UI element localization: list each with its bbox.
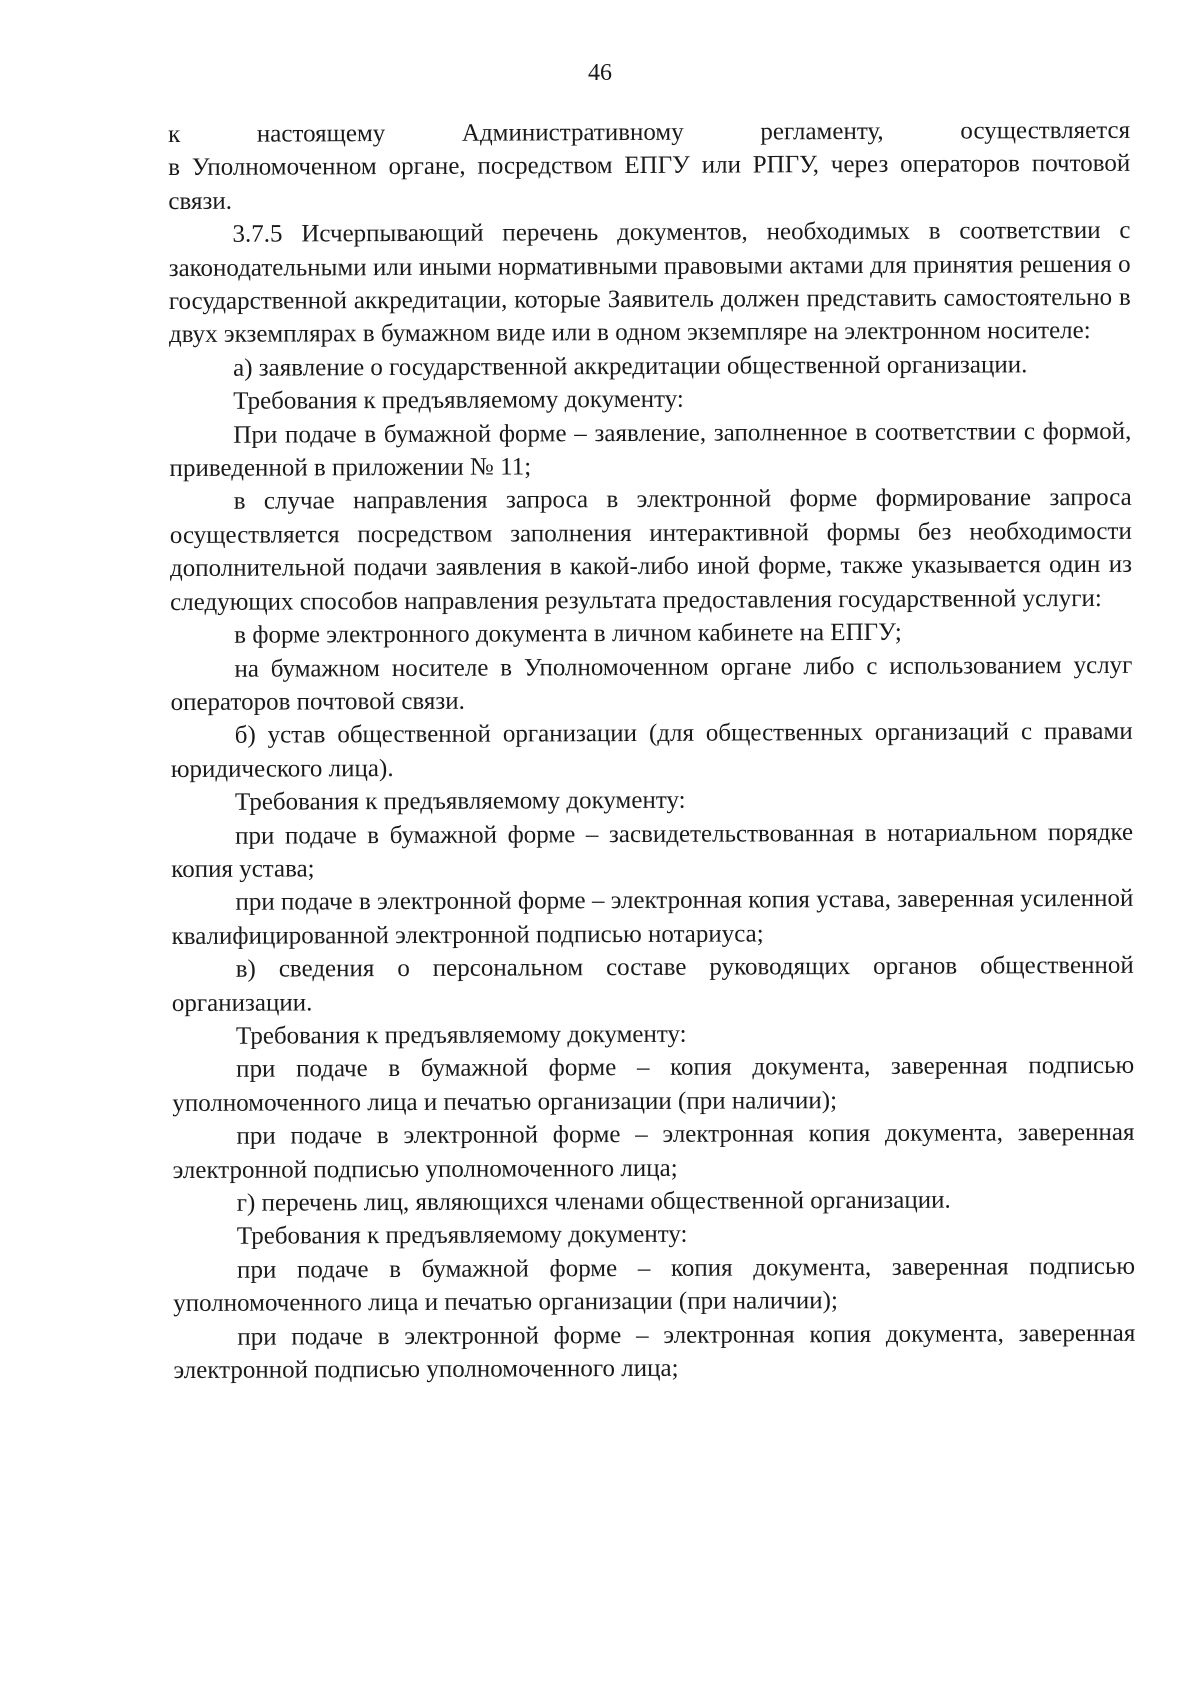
document-body	[168, 114, 1136, 1388]
paragraph: при подаче в бумажной форме – копия документа, заверенная подписью уполномоченного лица и печатью организации (при наличии);	[173, 1252, 1136, 1318]
paragraph: б) устав общественной организации (для общественных организаций с правами юридического лица).	[170, 718, 1133, 783]
paragraph: При подаче в бумажной форме – заявление, заполненное в соответствии с формой, приведенной в приложении № 11;	[169, 417, 1132, 483]
paragraph: Требования к предъявляемому документу:	[234, 786, 686, 816]
paragraph: при подаче в электронной форме – электронная копия устава, заверенная усиленной квалифицированной электронной подписью нотариуса;	[171, 885, 1134, 950]
paragraph: в форме электронного документа в личном кабинете на ЕПГУ;	[234, 618, 902, 649]
paragraph: к настоящему Административному регламенту, осуществляется	[168, 116, 1131, 148]
paragraph: в Уполномоченном органе, посредством ЕПГУ или РПГУ, через операторов почтовой связи.	[168, 150, 1131, 215]
paragraph: при подаче в электронной форме – электронная копия документа, заверенная электронной подписью уполномоченного лица;	[172, 1118, 1135, 1184]
paragraph: 3.7.5 Исчерпывающий перечень документов, необходимых в соответствии с законодательными или иными нормативными правовыми актами для принятия решения о государственной аккредитации, которые Заявитель должен представить самостоятельно в двух экземплярах в бумажном виде или в одном экземпляре на электронном носителе:	[168, 217, 1131, 349]
paragraph: Требования к предъявляемому документу:	[233, 386, 684, 415]
page-number: 46	[588, 60, 612, 86]
paragraph: г) перечень лиц, являющихся членами общественной организации.	[236, 1186, 951, 1217]
paragraph: Требования к предъявляемому документу:	[236, 1221, 688, 1251]
paragraph: в) сведения о персональном составе руководящих органов общественной организации.	[171, 951, 1134, 1017]
paragraph: в случае направления запроса в электронной форме формирование запроса осуществляется посредством заполнения интерактивной формы без необходимости дополнительной подачи заявления в какой-либо иной форме, также указывается один из следующих способов направления результата предоставления государственной услуги:	[169, 484, 1133, 616]
paragraph: при подаче в бумажной форме – засвидетельствованная в нотариальном порядке копия устава;	[171, 818, 1134, 883]
paragraph: Требования к предъявляемому документу:	[235, 1020, 687, 1050]
paragraph: на бумажном носителе в Уполномоченном органе либо с использованием услуг операторов почтовой связи.	[170, 651, 1133, 716]
paragraph: при подаче в электронной форме – электронная копия документа, заверенная электронной подписью уполномоченного лица;	[173, 1319, 1136, 1385]
paragraph: а) заявление о государственной аккредитации общественной организации.	[233, 351, 1028, 382]
paragraph: при подаче в бумажной форме – копия документа, заверенная подписью уполномоченного лица и печатью организации (при наличии);	[172, 1052, 1135, 1117]
